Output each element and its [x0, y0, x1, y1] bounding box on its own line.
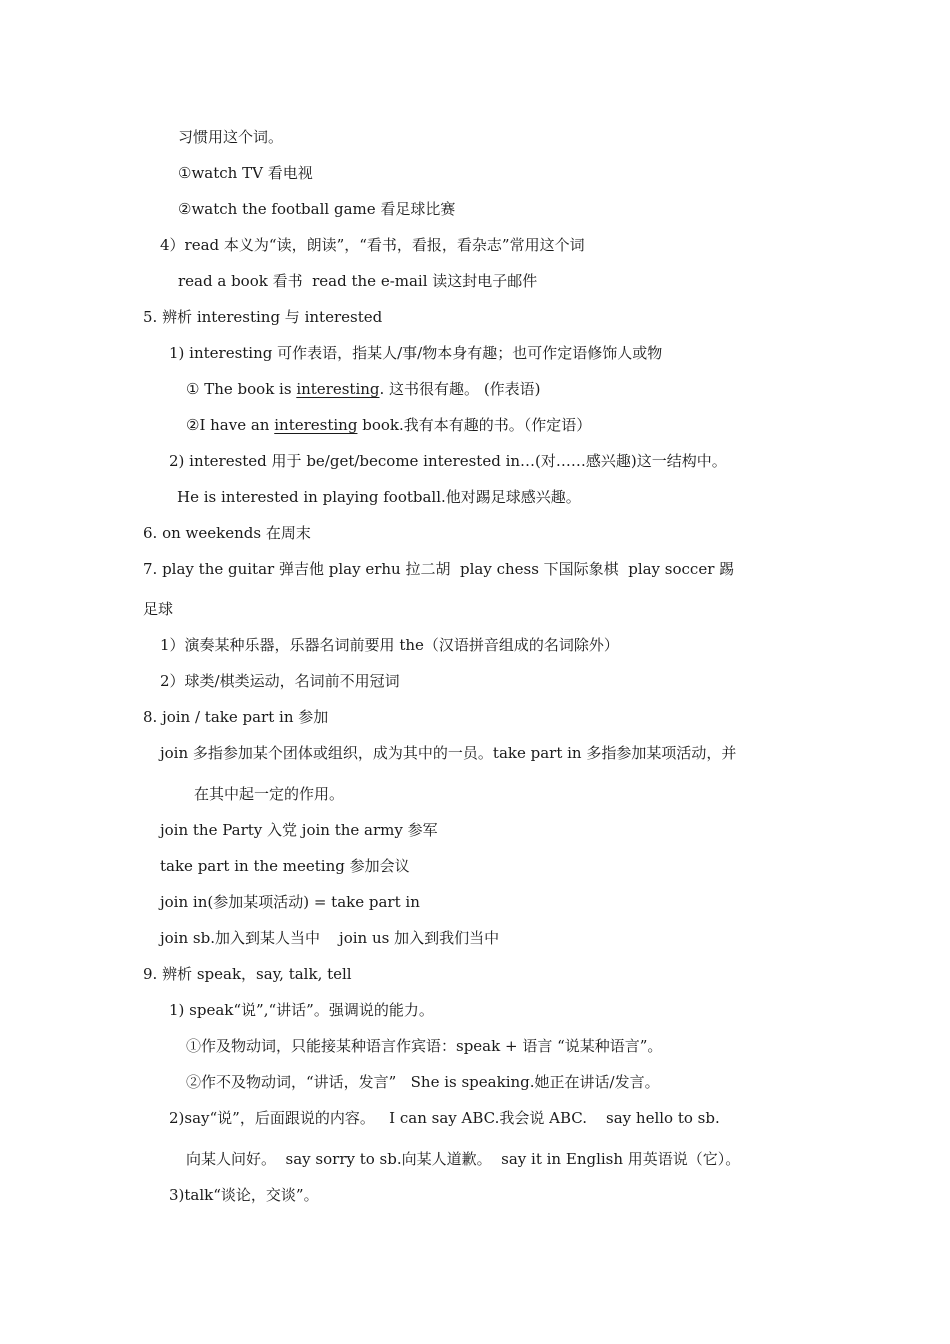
text-line: join in(参加某项活动) = take part in [160, 893, 420, 911]
text-line: 2)say“说”，后面跟说的内容。 I can say ABC.我会说 ABC. say hello to sb. [169, 1109, 720, 1127]
example-text: ②I have an [186, 416, 275, 434]
text-line: join the Party 入党 join the army 参军 [160, 821, 438, 839]
example-text: book.我有本有趣的书。（作定语） [357, 416, 592, 434]
text-line: ②作不及物动词，“讲话，发言” She is speaking.她正在讲话/发言。 [186, 1073, 660, 1091]
text-line: 4）read 本义为“读，朗读”，“看书，看报，看杂志”常用这个词 [160, 236, 585, 254]
example-line [186, 379, 541, 399]
text-line: 2) interested 用于 be/get/become interested in…(对……感兴趣)这一结构中。 [169, 452, 727, 470]
section-heading: 7. play the guitar 弹吉他 play erhu 拉二胡 play chess 下国际象棋 play soccer 踢 [143, 560, 735, 578]
text-line: 1）演奏某种乐器，乐器名词前要用 the（汉语拼音组成的名词除外） [160, 636, 619, 654]
underlined-word: interesting [274, 416, 358, 434]
example-text: . 这书很有趣。 (作表语) [379, 380, 541, 398]
text-line: 3)talk“谈论，交谈”。 [169, 1186, 319, 1204]
text-line: ①作及物动词，只能接某种语言作宾语：speak + 语言 “说某种语言”。 [186, 1037, 663, 1055]
text-line: ①watch TV 看电视 [178, 164, 313, 182]
example-text: ① The book is [186, 380, 297, 398]
text-line: 在其中起一定的作用。 [194, 785, 345, 803]
underlined-word: interesting [296, 380, 380, 398]
text-line: 足球 [143, 600, 174, 618]
text-line: read a book 看书 read the e-mail 读这封电子邮件 [178, 272, 538, 290]
text-line: He is interested in playing football.他对踢足球感兴趣。 [177, 488, 581, 506]
text-line: 1) interesting 可作表语，指某人/事/物本身有趣；也可作定语修饰人或物 [169, 344, 663, 362]
example-line [186, 415, 591, 435]
text-line: join 多指参加某个团体或组织，成为其中的一员。take part in 多指参加某项活动，并 [160, 744, 737, 762]
text-line: 习惯用这个词。 [178, 128, 284, 146]
section-heading: 6. on weekends 在周末 [143, 524, 311, 542]
section-heading: 9. 辨析 speak，say, talk, tell [143, 965, 352, 983]
text-line: 向某人问好。 say sorry to sb.向某人道歉。 say it in English 用英语说（它）。 [186, 1150, 741, 1168]
text-line: 1) speak“说”,“讲话”。强调说的能力。 [169, 1001, 434, 1019]
section-heading: 8. join / take part in 参加 [143, 708, 329, 726]
text-line: take part in the meeting 参加会议 [160, 857, 410, 875]
text-line: ②watch the football game 看足球比赛 [178, 200, 456, 218]
text-line: 2）球类/棋类运动，名词前不用冠词 [160, 672, 400, 690]
text-line: join sb.加入到某人当中 join us 加入到我们当中 [160, 929, 500, 947]
section-heading: 5. 辨析 interesting 与 interested [143, 308, 383, 326]
